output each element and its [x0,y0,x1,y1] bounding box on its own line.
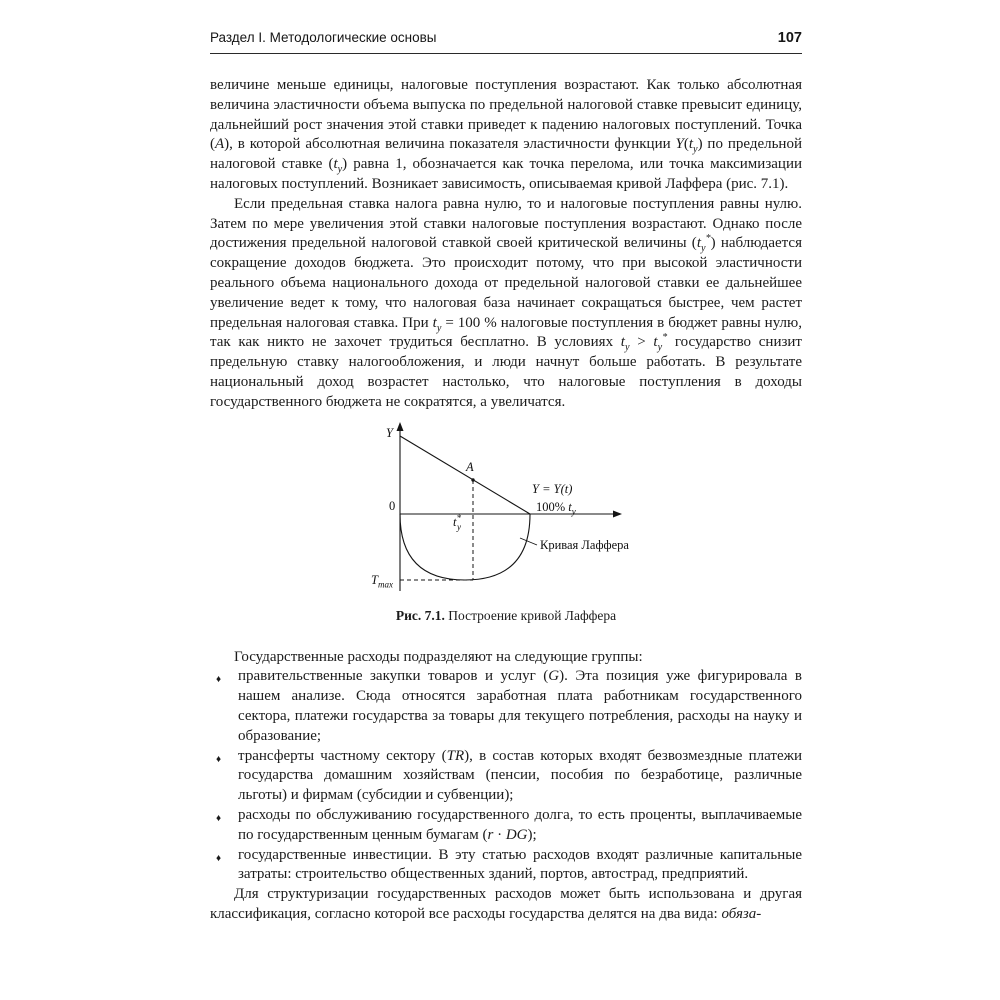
origin-label: 0 [389,498,396,513]
list-intro: Государственные расходы подразделяют на следующие группы: [234,648,643,665]
list-item [210,747,802,806]
list-item [210,806,802,846]
laffer-curve-path [400,514,530,580]
list-item [210,667,802,746]
list-item [210,846,802,886]
paragraph-1: величине меньше единицы, налоговые поступления возрастают. Как только абсолютная величина эластичности объема выпуска по предельной налоговой ставке превысит единицу, дальнейший рост значения этой ставки приведет к падению налоговых поступлений. Точка (А), в которой абсолютная величина показателя эластичности функции $Y(t_y)$ по предельной налоговой ставке $(t_y)$ равна 1, обозначается как точка перелома, или точка максимизации налоговых поступлений. Возникает зависимость, описываемая кривой Лаффера (рис. 7.1). [210,77,802,192]
point-a-label: A [466,459,474,474]
y-axis-arrow [397,422,404,431]
bullet-diamond-icon: ♦ [216,674,222,686]
list-section [210,648,802,668]
expenditure-list [210,667,802,885]
list-item-text: трансферты частному сектору (TR), в состав которых входят безвозмездные платежи государства домашним хозяйствам (пенсии, пособия по безработице, различные льготы) и фирмам (субсидии и субвенции); [238,747,802,804]
function-label: Y = Y(t) [532,481,573,496]
page-content [210,30,802,925]
list-item-text: расходы по обслуживанию государственного долга, то есть проценты, выплачиваемые по государственным ценным бумагам (r · DG); [238,806,802,843]
running-head [210,30,802,54]
page-number: 107 [777,30,802,46]
list-item-text: правительственные закупки товаров и услуг (G). Эта позиция уже фигурировала в нашем анализе. Сюда относятся заработная плата работникам государственного сектора, платежи государства за товары для текущего потребления, расходы на науку и образование; [238,668,802,744]
figure-laffer-curve [360,419,672,602]
production-line [400,436,530,514]
x-end-label: 100% $t_y$ [536,499,576,517]
figure-caption-text: Построение кривой Лаффера [444,607,617,623]
curve-label: Кривая Лаффера [540,537,629,552]
bullet-diamond-icon: ♦ [216,852,222,864]
list-item-text: государственные инвестиции. В эту статью расходов входят различные капитальные затраты: строительство общественных зданий, портов, автострад, предприятий. [238,846,802,883]
body-text [210,76,802,413]
t-star-label: t* y [453,512,461,532]
section-title: Раздел I. Методологические основы [210,30,437,45]
paragraph-2: Если предельная ставка налога равна нулю, то и налоговые поступления равны нулю. Затем по мере увеличения этой ставки налоговые поступления возрастают. Однако после достижения предельной налоговой ставкой своей критической величины $(t_y^*)$ наблюдается сокращение доходов бюджета. Это происходит потому, что при высокой эластичности реального объема национального дохода от предельной налоговой ставки ее дальнейшее увеличение ведет к тому, что налоговая база начинает сокращаться быстрее, чем растет предельная налоговая ставка. При $t_y = 100$ % налоговые поступления в бюджет равны нулю, так как никто не захочет трудиться бесплатно. В условиях $t_y > t_y^*$ государство снизит предельную ставку налогообложения, и люди начнут больше работать. В результате национальный доход возрастет настолько, что налоговые поступления в доходы государственного бюджета не сократятся, а увеличатся. [210,195,802,410]
t-max-label: $T_{max}$ [371,572,393,590]
x-axis-arrow [613,510,622,517]
y-axis-label: Y [386,425,393,440]
closing-section [210,885,802,925]
curve-label-leader [520,538,537,545]
bullet-diamond-icon: ♦ [216,812,222,824]
bullet-diamond-icon: ♦ [216,753,222,765]
figure-caption-number: Рис. 7.1. [395,607,445,623]
laffer-diagram [360,419,672,597]
figure-caption [210,608,802,624]
closing-paragraph: Для структуризации государственных расходов может быть использована и другая классификация, согласно которой все расходы государства делятся на два вида: обяза- [210,886,802,922]
